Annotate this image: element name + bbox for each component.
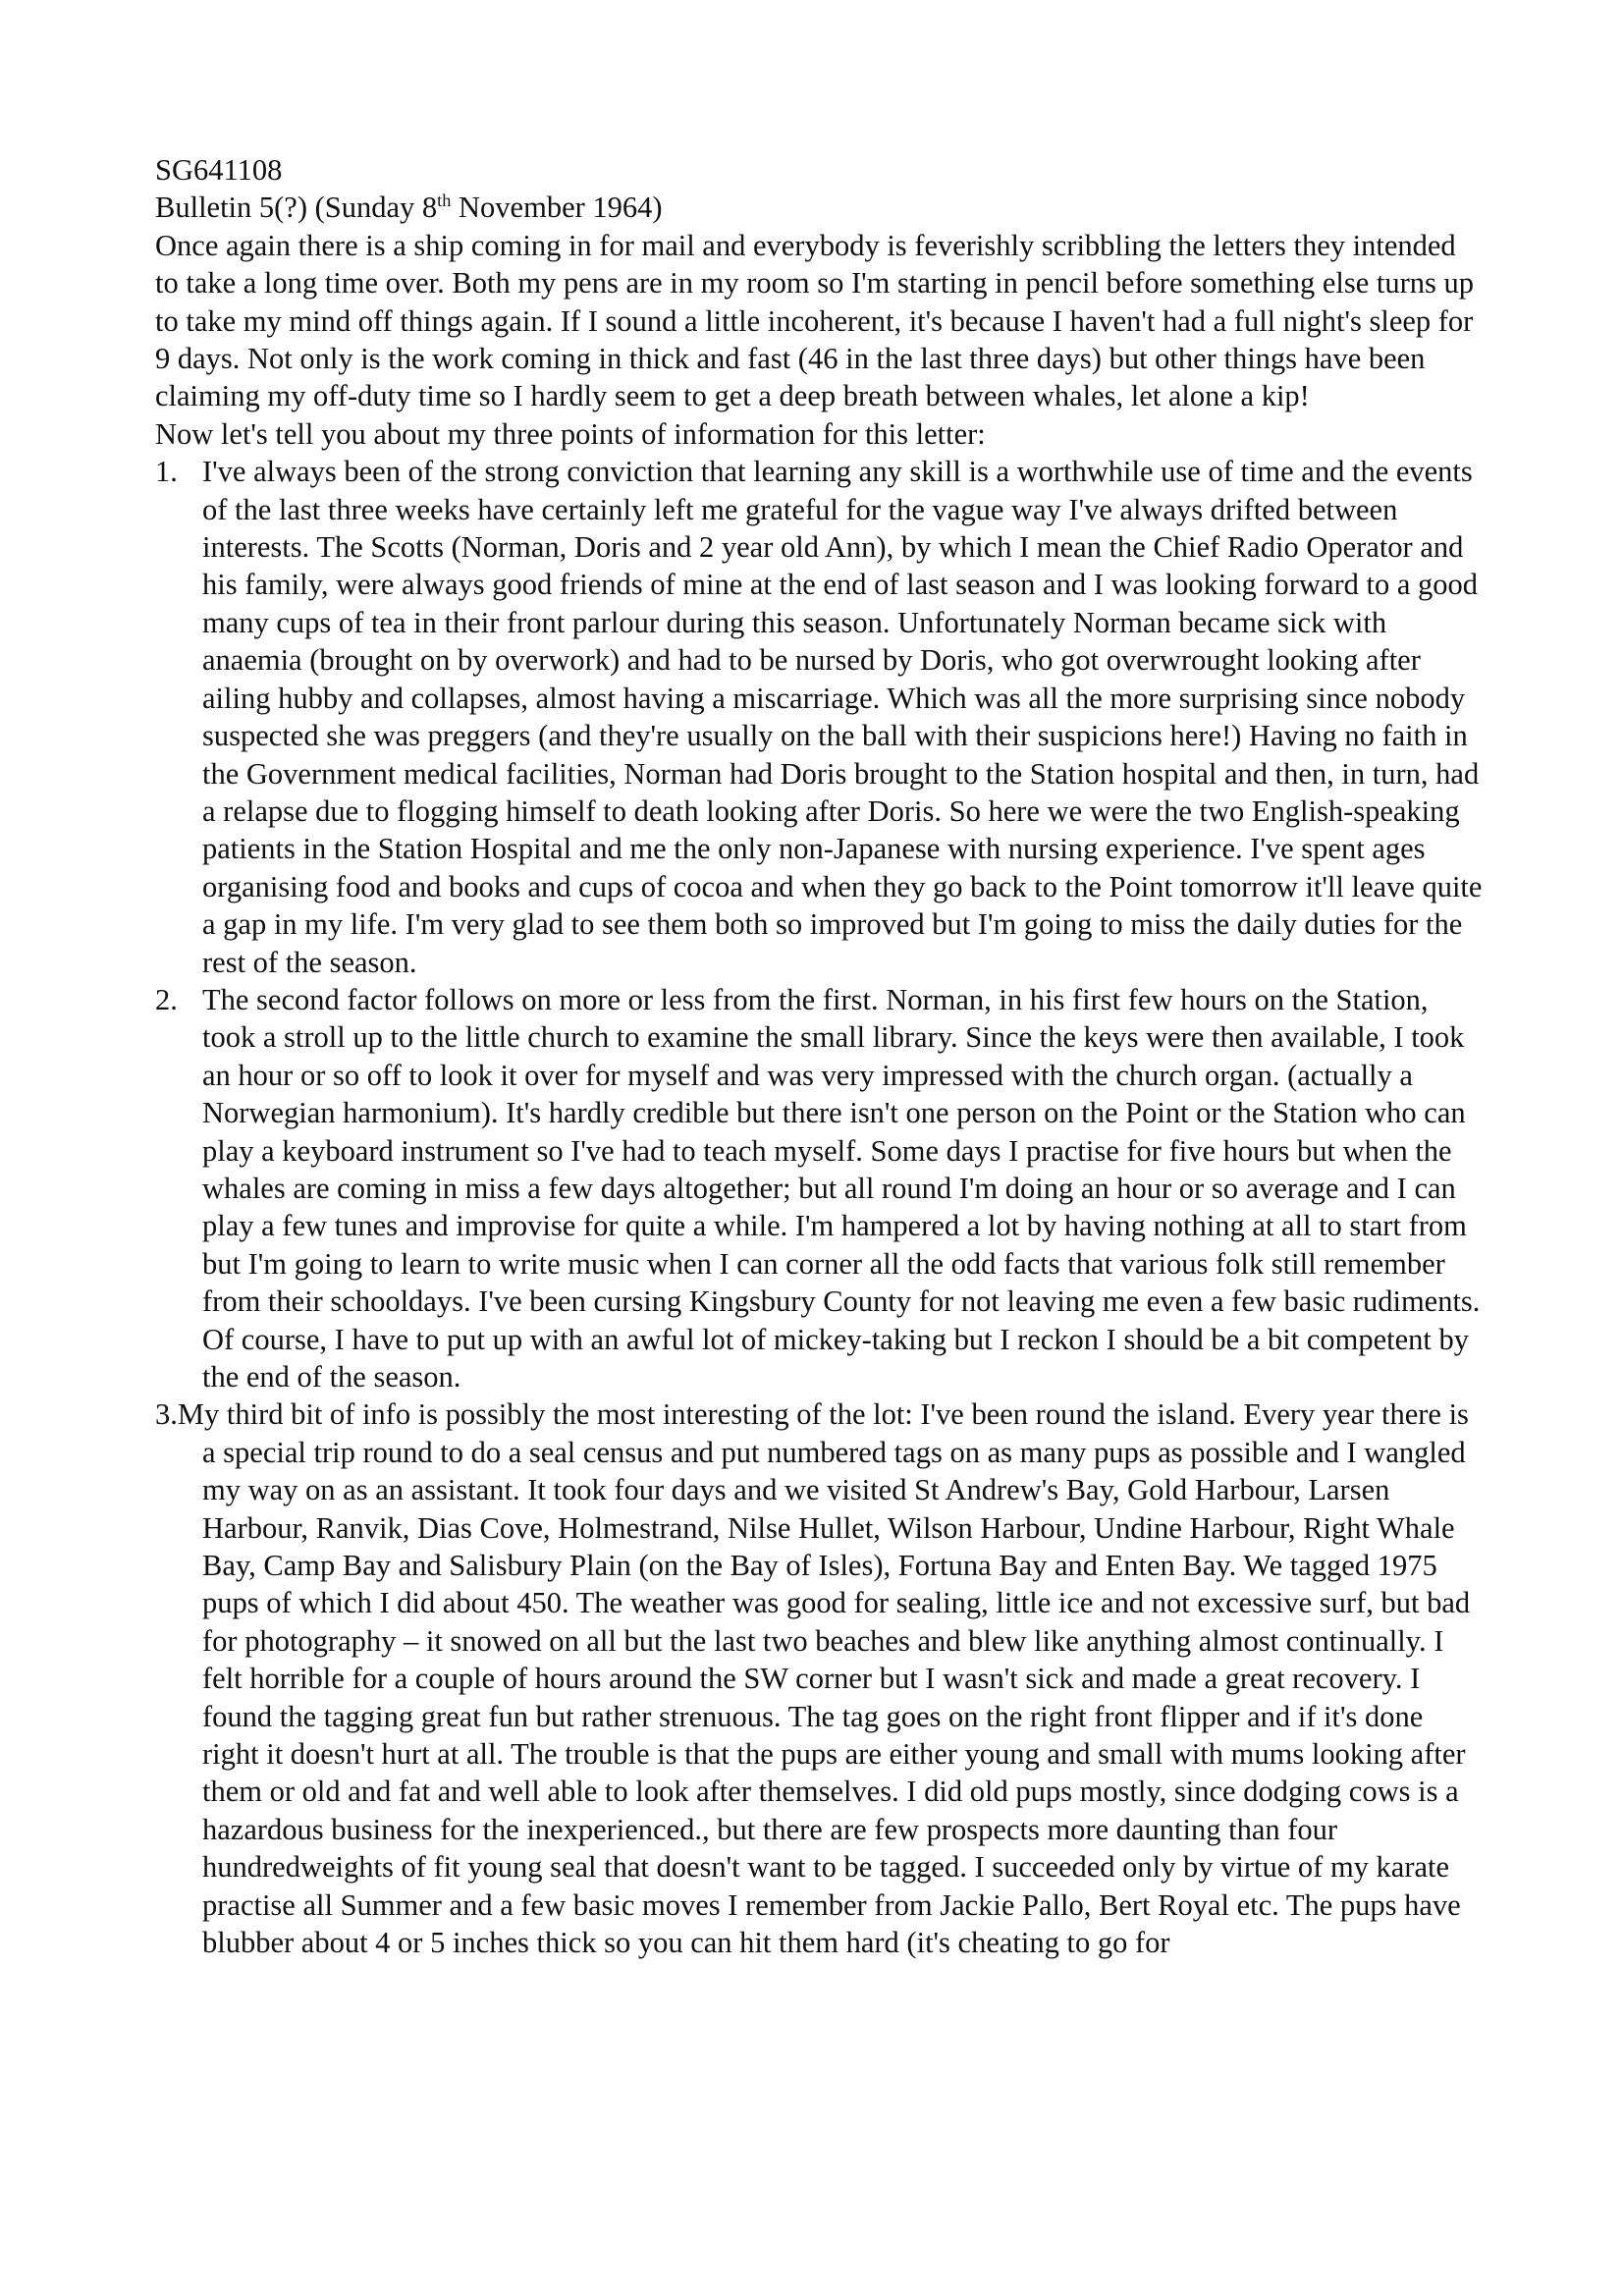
heading-suffix: November 1964) xyxy=(451,191,663,225)
bulletin-heading xyxy=(155,189,1486,226)
letter-page xyxy=(155,151,1486,1962)
list-item-2 xyxy=(155,981,1486,1395)
item-number: 2. xyxy=(155,982,178,1016)
lead-line: Now let's tell you about my three points of information for this letter: xyxy=(155,416,986,451)
heading-prefix: Bulletin 5(?) (Sunday 8 xyxy=(155,191,438,225)
item-text: The second factor follows on more or less from the first. Norman, in his first few hours on the Station, took a stroll up to the little church to examine the small library. Since the keys were then available, I took an hour or so off to look it over for myself and was very impressed with the church organ. (actually a Norwegian harmonium). It's hardly credible but there isn't one person on the Point or the Station who can play a keyboard instrument so I've had to teach myself. Some days I practise for five hours but when the whales are coming in miss a few days altogether; but all round I'm doing an hour or so average and I can play a few tunes and improvise for quite a while. I'm hampered a lot by having nothing at all to start from but I'm going to learn to write music when I can corner all the odd facts that various folk still remember from their schooldays. I've been cursing Kingsbury County for not leaving me even a few basic rudiments. Of course, I have to put up with an awful lot of mickey-taking but I reckon I should be a bit competent by the end of the season. xyxy=(202,982,1481,1394)
item-number: 1. xyxy=(155,455,178,489)
document-id: SG641108 xyxy=(155,153,283,187)
heading-superscript: th xyxy=(437,191,452,211)
list-item-1 xyxy=(155,453,1486,981)
item-text: My third bit of info is possibly the most interesting of the lot: I've been round the island. Every year there is a special trip round to do a seal census and put numbered tags on as many pups as possible and I wangled my way on as an assistant. It took four days and we visited St Andrew's Bay, Gold Harbour, Larsen Harbour, Ranvik, Dias Cove, Holmestrand, Nilse Hullet, Wilson Harbour, Undine Harbour, Right Whale Bay, Camp Bay and Salisbury Plain (on the Bay of Isles), Fortuna Bay and Enten Bay. We tagged 1975 pups of which I did about 450. The weather was good for sealing, little ice and not excessive surf, but bad for photography – it snowed on all but the last two beaches and blew like anything almost continually. I felt horrible for a couple of hours around the SW corner but I wasn't sick and made a great recovery. I found the tagging great fun but rather strenuous. The tag goes on the right front flipper and if it's done right it doesn't hurt at all. The trouble is that the pups are either young and small with mums looking after them or old and fat and well able to look after themselves. I did old pups mostly, since dodging cows is a hazardous business for the inexperienced., but there are few prospects more daunting than four hundredweights of fit young seal that doesn't want to be tagged. I succeeded only by virtue of my karate practise all Summer and a few basic moves I remember from Jackie Pallo, Bert Royal etc. The pups have blubber about 4 or 5 inches thick so you can hit them hard (it's cheating to go for xyxy=(177,1397,1471,1960)
item-number: 3. xyxy=(155,1397,178,1432)
list-item-3 xyxy=(155,1395,1486,1961)
intro-paragraph: Once again there is a ship coming in for mail and everybody is feverishly scribbling the letters they intended to take a long time over. Both my pens are in my room so I'm starting in pencil before something else turns up to take my mind off things again. If I sound a little incoherent, it's because I haven't had a full night's sleep for 9 days. Not only is the work coming in thick and fast (46 in the last three days) but other things have been claiming my off-duty time so I hardly seem to get a deep breath between whales, let alone a kip! xyxy=(155,228,1474,413)
item-text: I've always been of the strong conviction that learning any skill is a worthwhile use of time and the events of the last three weeks have certainly left me grateful for the vague way I've always drifted between interests. The Scotts (Norman, Doris and 2 year old Ann), by which I mean the Chief Radio Operator and his family, were always good friends of mine at the end of last season and I was looking forward to a good many cups of tea in their front parlour during this season. Unfortunately Norman became sick with anaemia (brought on by overwork) and had to be nursed by Doris, who got overwrought looking after ailing hubby and collapses, almost having a miscarriage. Which was all the more surprising since nobody suspected she was preggers (and they're usually on the ball with their suspicions here!) Having no faith in the Government medical facilities, Norman had Doris brought to the Station hospital and then, in turn, had a relapse due to flogging himself to death looking after Doris. So here we were the two English-speaking patients in the Station Hospital and me the only non-Japanese with nursing experience. I've spent ages organising food and books and cups of cocoa and when they go back to the Point tomorrow it'll leave quite a gap in my life. I'm very glad to see them both so improved but I'm going to miss the daily duties for the rest of the season. xyxy=(202,455,1483,979)
